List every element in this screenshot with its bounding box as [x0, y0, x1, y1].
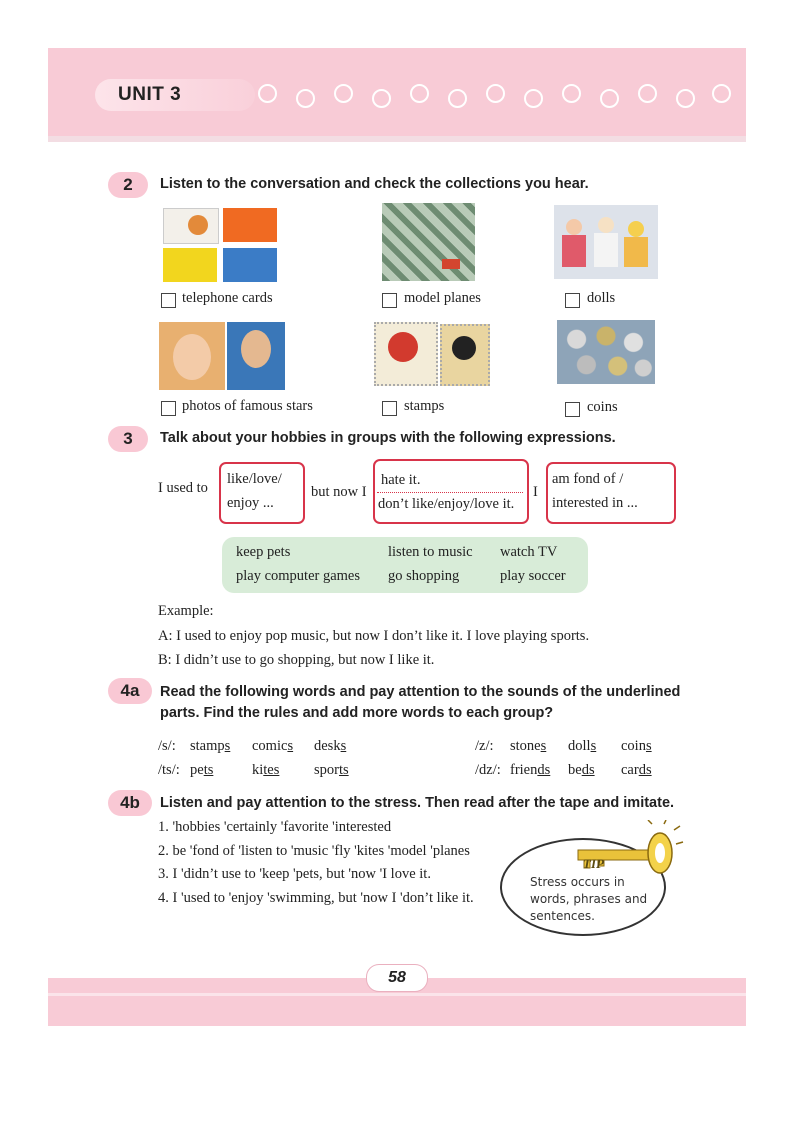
dolls-label: dolls — [587, 290, 616, 306]
stamps-label: stamps — [404, 398, 445, 414]
box2-line2: don’t like/enjoy/love it. — [378, 496, 515, 512]
section-4a-number: 4a — [108, 678, 152, 704]
coins-image — [557, 320, 655, 384]
section-2-number: 2 — [108, 172, 148, 198]
stress-line-2: 2. be 'fond of 'listen to 'music 'fly 'kites 'model 'planes — [158, 843, 470, 859]
used-to-text: I used to — [158, 480, 208, 496]
phrase-play-computer-games: play computer games — [236, 568, 361, 584]
phrase-go-shopping: go shopping — [388, 568, 460, 584]
famous-stars-label: photos of famous stars — [182, 398, 313, 414]
word-stones: stones — [510, 738, 547, 754]
section-4b-number: 4b — [108, 790, 152, 816]
unit-title: UNIT 3 — [118, 84, 182, 105]
but-now-text: but now I — [311, 484, 367, 500]
example-a: A: I used to enjoy pop music, but now I don’t like it. I love playing sports. — [158, 628, 590, 644]
dolls-image — [554, 205, 658, 279]
model-planes-image — [382, 203, 475, 281]
word-friends: friends — [510, 762, 551, 778]
section-4b-instruction: Listen and pay attention to the stress. Then read after the tape and imitate. — [160, 795, 675, 811]
section-3-number: 3 — [108, 426, 148, 452]
stress-line-3: 3. I 'didn’t use to 'keep 'pets, but 'now 'I love it. — [158, 866, 431, 882]
page-number: 58 — [366, 964, 428, 992]
word-comics: comics — [252, 738, 294, 754]
word-dolls: dolls — [568, 738, 597, 754]
phrase-listen-to-music: listen to music — [388, 544, 473, 560]
box1-line1: like/love/ — [227, 471, 282, 487]
dolls-checkbox[interactable] — [565, 293, 580, 308]
dz-sound-label: /dz/: — [475, 762, 501, 778]
coins-label: coins — [587, 399, 618, 415]
word-sports: sports — [314, 762, 349, 778]
stress-line-4: 4. I 'used to 'enjoy 'swimming, but 'now I 'don’t like it. — [158, 890, 474, 906]
s-sound-label: /s/: — [158, 738, 176, 754]
telephone-cards-image — [163, 208, 277, 284]
box1-line2: enjoy ... — [227, 495, 274, 511]
section-2-instruction: Listen to the conversation and check the collections you hear. — [160, 176, 589, 192]
telephone-cards-checkbox[interactable] — [161, 293, 176, 308]
word-coins: coins — [621, 738, 652, 754]
example-b: B: I didn’t use to go shopping, but now I like it. — [158, 652, 435, 668]
model-planes-label: model planes — [404, 290, 481, 306]
famous-stars-checkbox[interactable] — [161, 401, 176, 416]
box3-line1: am fond of / — [552, 471, 624, 487]
word-cards: cards — [621, 762, 652, 778]
telephone-cards-label: telephone cards — [182, 290, 273, 306]
section-4a-instruction-2: parts. Find the rules and add more words to each group? — [160, 705, 554, 721]
coins-checkbox[interactable] — [565, 402, 580, 417]
footer-line — [48, 993, 746, 996]
stress-line-1: 1. 'hobbies 'certainly 'favorite 'interested — [158, 819, 392, 835]
box2-divider — [377, 492, 523, 493]
example-label: Example: — [158, 603, 214, 619]
header-strip — [48, 136, 746, 142]
word-stamps: stamps — [190, 738, 231, 754]
stamps-image — [374, 322, 492, 388]
tip-text: Stress occurs in words, phrases and sentences. — [530, 875, 648, 923]
word-desks: desks — [314, 738, 347, 754]
stamps-checkbox[interactable] — [382, 401, 397, 416]
model-planes-checkbox[interactable] — [382, 293, 397, 308]
ts-sound-label: /ts/: — [158, 762, 180, 778]
section-3-instruction: Talk about your hobbies in groups with the following expressions. — [160, 430, 616, 446]
phrase-play-soccer: play soccer — [500, 568, 566, 584]
word-pets: pets — [190, 762, 214, 778]
word-beds: beds — [568, 762, 595, 778]
phrase-keep-pets: keep pets — [236, 544, 291, 560]
tip-label: TIP — [583, 856, 604, 871]
famous-stars-image — [159, 322, 285, 390]
box2-line1: hate it. — [381, 472, 421, 488]
word-kites: kites — [252, 762, 280, 778]
section-4a-instruction-1: Read the following words and pay attention to the sounds of the underlined — [160, 684, 681, 700]
i-text: I — [533, 484, 538, 500]
z-sound-label: /z/: — [475, 738, 494, 754]
box3-line2: interested in ... — [552, 495, 638, 511]
phrase-watch-tv: watch TV — [500, 544, 558, 560]
